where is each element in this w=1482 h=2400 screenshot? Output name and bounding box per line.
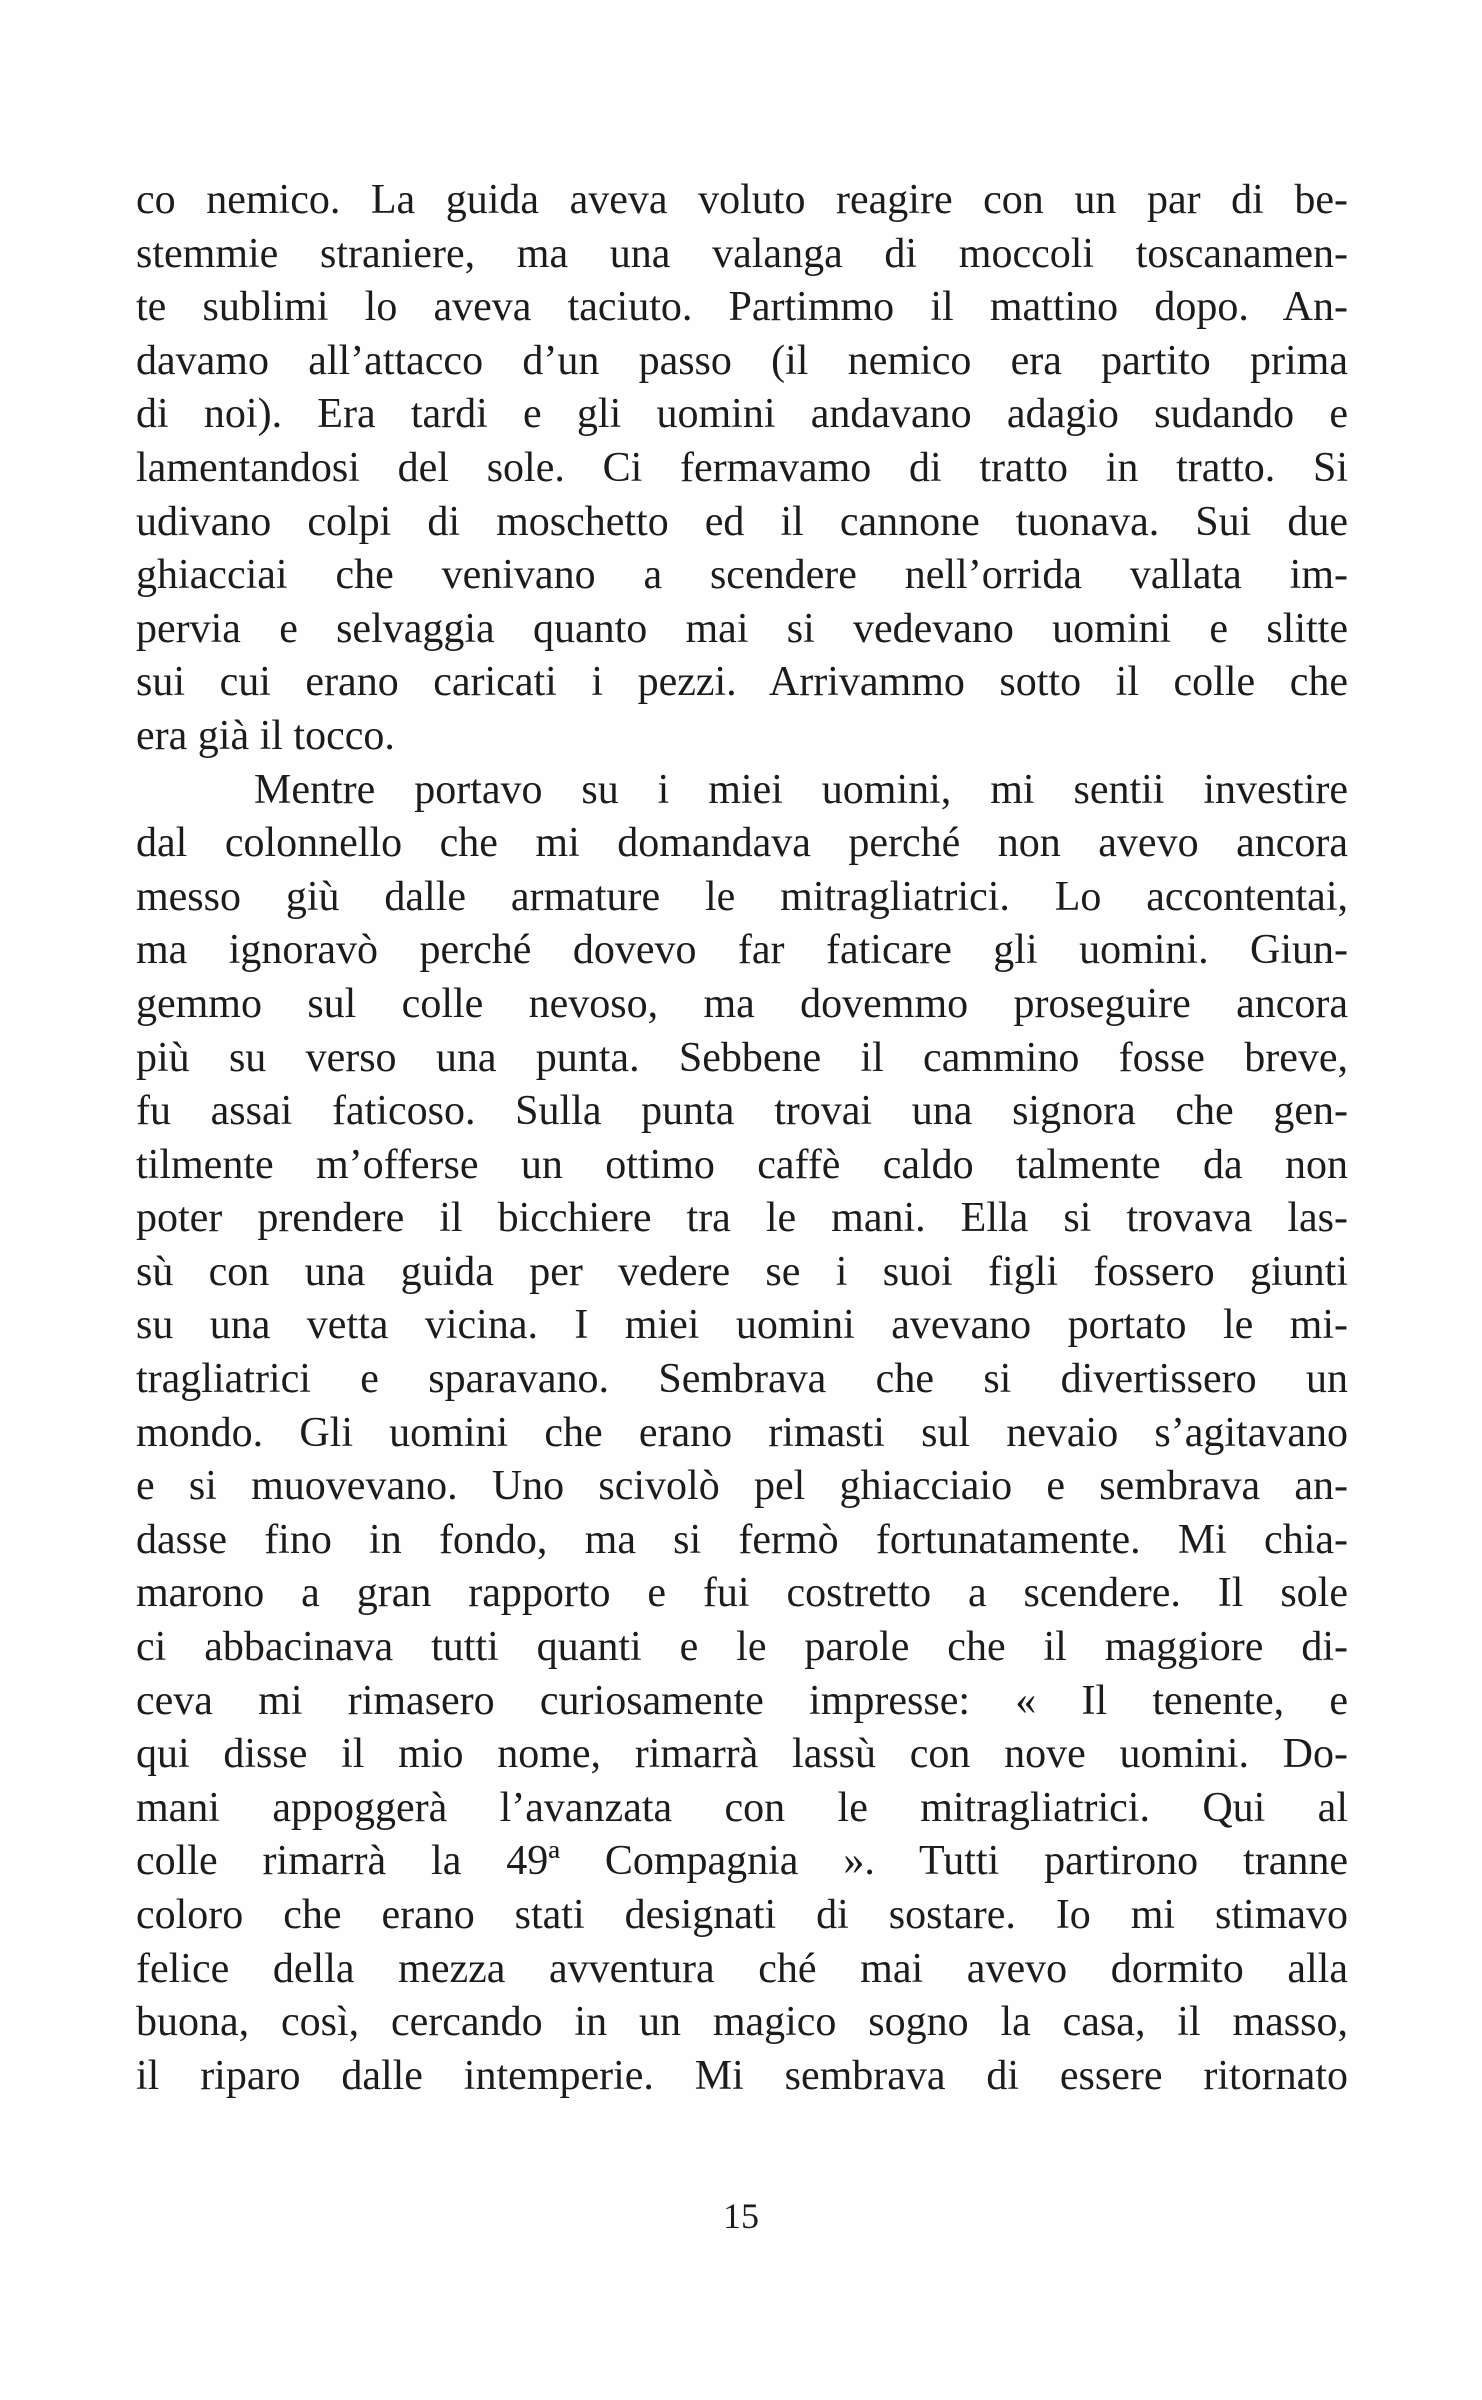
text-line: e si muovevano. Uno scivolò pel ghiacciaio e sembrava an- [136, 1463, 1348, 1510]
text-line: coloro che erano stati designati di sostare. Io mi stimavo [136, 1892, 1348, 1938]
text-line: Mentre portavo su i miei uomini, mi sentii investire [254, 766, 1348, 813]
text-line: marono a gran rapporto e fui costretto a scendere. Il sole [136, 1570, 1348, 1617]
text-line: il riparo dalle intemperie. Mi sembrava di essere ritornato [136, 2052, 1348, 2099]
text-line: ci abbacinava tutti quanti e le parole che il maggiore di- [136, 1624, 1348, 1671]
text-line: mondo. Gli uomini che erano rimasti sul nevaio s’agitavano [136, 1409, 1348, 1456]
text-line: tilmente m’offerse un ottimo caffè caldo talmente da non [136, 1141, 1348, 1188]
text-line: davamo all’attacco d’un passo (il nemico era partito prima [136, 337, 1348, 384]
text-line: co nemico. La guida aveva voluto reagire con un par di be- [136, 177, 1348, 223]
text-line: udivano colpi di moschetto ed il cannone tuonava. Sui due [136, 498, 1348, 545]
text-line: gemmo sul colle nevoso, ma dovemmo proseguire ancora [136, 980, 1348, 1027]
text-line: qui disse il mio nome, rimarrà lassù con nove uomini. Do- [136, 1731, 1348, 1778]
text-line: di noi). Era tardi e gli uomini andavano adagio sudando e [136, 391, 1348, 438]
text-line: poter prendere il bicchiere tra le mani. Ella si trovava las- [136, 1195, 1348, 1242]
text-line: lamentandosi del sole. Ci fermavamo di tratto in tratto. Si [136, 444, 1348, 491]
text-line: ma ignoravò perché dovevo far faticare gli uomini. Giun- [136, 927, 1348, 974]
text-line: te sublimi lo aveva taciuto. Partimmo il mattino dopo. An- [136, 284, 1348, 331]
text-line: sù con una guida per vedere se i suoi figli fossero giunti [136, 1248, 1348, 1295]
text-line: dasse fino in fondo, ma si fermò fortunatamente. Mi chia- [136, 1516, 1348, 1563]
text-line: più su verso una punta. Sebbene il cammino fosse breve, [136, 1034, 1348, 1081]
text-line: su una vetta vicina. I miei uomini avevano portato le mi- [136, 1302, 1348, 1349]
text-line: ghiacciai che venivano a scendere nell’orrida vallata im- [136, 552, 1348, 599]
text-line: era già il tocco. [136, 712, 395, 759]
text-line: colle rimarrà la 49ª Compagnia ». Tutti partirono tranne [136, 1838, 1348, 1885]
text-line: tragliatrici e sparavano. Sembrava che si divertissero un [136, 1356, 1348, 1403]
text-line: buona, così, cercando in un magico sogno la casa, il masso, [136, 1999, 1348, 2046]
text-line: pervia e selvaggia quanto mai si vedevano uomini e slitte [136, 605, 1348, 652]
text-line: fu assai faticoso. Sulla punta trovai una signora che gen- [136, 1088, 1348, 1135]
text-line: felice della mezza avventura ché mai avevo dormito alla [136, 1945, 1348, 1992]
body-text [136, 174, 1348, 2103]
text-line: ceva mi rimasero curiosamente impresse: « Il tenente, e [136, 1677, 1348, 1724]
text-line: stemmie straniere, ma una valanga di moccoli toscanamen- [136, 230, 1348, 277]
text-line: messo giù dalle armature le mitragliatrici. Lo accontentai, [136, 873, 1348, 920]
text-line: dal colonnello che mi domandava perché non avevo ancora [136, 820, 1348, 867]
text-line: mani appoggerà l’avanzata con le mitragliatrici. Qui al [136, 1784, 1348, 1831]
text-line: sui cui erano caricati i pezzi. Arrivammo sotto il colle che [136, 659, 1348, 706]
page-number: 15 [723, 2196, 759, 2236]
